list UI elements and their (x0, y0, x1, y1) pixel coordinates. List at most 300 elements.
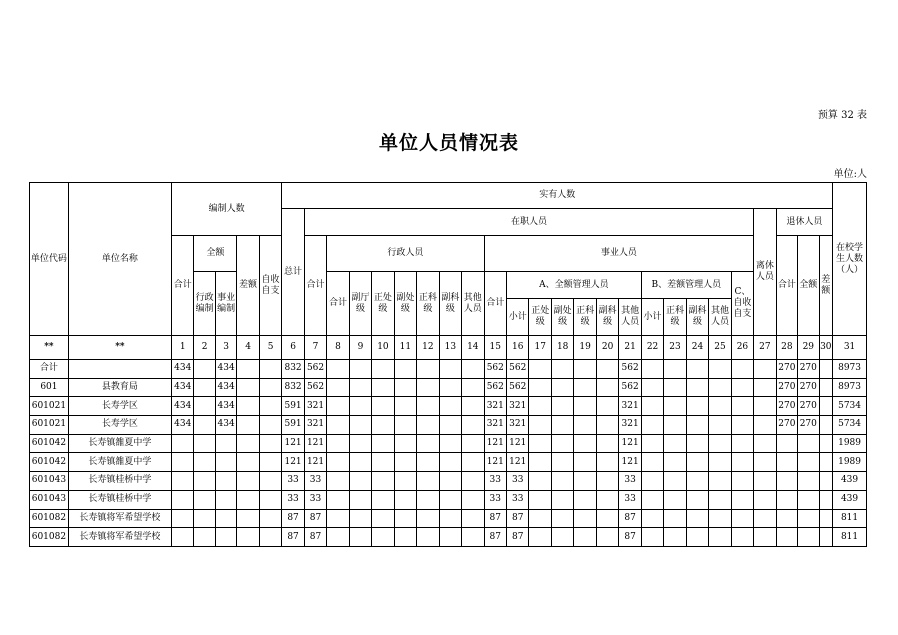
cell-value (754, 360, 776, 379)
col-unit-name: 单位名称 (68, 183, 171, 336)
col-public-total: 合计 (484, 272, 506, 336)
cell-value (439, 378, 461, 397)
col-actual: 实有人数 (282, 183, 833, 209)
cell-value (798, 472, 819, 491)
column-index-cell: 27 (754, 336, 776, 360)
cell-value: 321 (484, 416, 506, 435)
cell-value (754, 378, 776, 397)
col-retired-leave: 离休人员 (754, 209, 776, 336)
cell-unit-name: 长寿镇雒夏中学 (68, 453, 171, 472)
cell-value (686, 509, 708, 528)
col-staffing-total: 合计 (171, 236, 193, 336)
column-index-cell: 9 (349, 336, 371, 360)
cell-value (819, 397, 833, 416)
cell-value (327, 453, 349, 472)
column-index-cell: 28 (776, 336, 797, 360)
cell-value (462, 472, 484, 491)
col-in-service: 在职人员 (304, 209, 753, 236)
cell-value (551, 472, 573, 491)
cell-value (417, 360, 439, 379)
column-index-cell: 8 (327, 336, 349, 360)
cell-value (529, 434, 551, 453)
unit-label: 单位:人 (833, 169, 867, 180)
cell-value (596, 416, 618, 435)
column-index-cell: 25 (709, 336, 731, 360)
col-admin-staff: 行政人员 (327, 236, 484, 272)
cell-value (439, 397, 461, 416)
cell-value (327, 472, 349, 491)
cell-value: 434 (171, 378, 193, 397)
cell-value (349, 453, 371, 472)
col-retired: 退休人员 (776, 209, 832, 236)
cell-value (641, 490, 663, 509)
cell-value (686, 490, 708, 509)
cell-value (259, 472, 282, 491)
cell-value (551, 397, 573, 416)
column-index-cell: 13 (439, 336, 461, 360)
cell-value (664, 434, 686, 453)
cell-value: 33 (619, 490, 641, 509)
cell-value (574, 453, 596, 472)
cell-value (664, 490, 686, 509)
cell-value: 270 (798, 360, 819, 379)
cell-value (551, 416, 573, 435)
col-a-other-staff: 其他人员 (619, 299, 641, 336)
cell-unit-code: 601043 (30, 490, 69, 509)
table-row (30, 453, 867, 472)
cell-value: 832 (282, 360, 304, 379)
cell-value (372, 453, 394, 472)
column-index-cell: 14 (462, 336, 484, 360)
cell-value (819, 509, 833, 528)
cell-value (819, 453, 833, 472)
cell-value (798, 509, 819, 528)
cell-value (439, 360, 461, 379)
cell-value: 321 (619, 397, 641, 416)
cell-value (574, 416, 596, 435)
cell-value: 434 (171, 360, 193, 379)
cell-value (709, 416, 731, 435)
cell-value: 33 (507, 490, 529, 509)
cell-value: 434 (215, 360, 236, 379)
cell-unit-code: 601042 (30, 453, 69, 472)
cell-value: 8973 (833, 360, 867, 379)
cell-value: 1989 (833, 453, 867, 472)
column-index-cell: 17 (529, 336, 551, 360)
col-public-staffing: 事业编制 (215, 272, 236, 336)
cell-value (439, 528, 461, 547)
cell-value: 121 (619, 434, 641, 453)
cell-value (417, 528, 439, 547)
cell-value: 87 (484, 528, 506, 547)
col-diff-amount: 差额 (237, 236, 259, 336)
cell-value (709, 509, 731, 528)
column-index-cell: 19 (574, 336, 596, 360)
cell-value (664, 453, 686, 472)
cell-value (349, 509, 371, 528)
cell-value (237, 472, 259, 491)
cell-value: 321 (507, 416, 529, 435)
cell-value: 434 (171, 397, 193, 416)
cell-value (776, 490, 797, 509)
column-index-cell: 3 (215, 336, 236, 360)
cell-value (686, 378, 708, 397)
cell-value (462, 434, 484, 453)
col-b-other-staff: 其他人员 (709, 299, 731, 336)
cell-value (596, 509, 618, 528)
cell-value (349, 528, 371, 547)
cell-value: 270 (776, 416, 797, 435)
cell-value (731, 360, 753, 379)
cell-value (686, 416, 708, 435)
cell-value (372, 416, 394, 435)
cell-value (754, 416, 776, 435)
cell-value (394, 378, 416, 397)
cell-value: 87 (304, 509, 326, 528)
cell-value (417, 453, 439, 472)
cell-value (596, 453, 618, 472)
cell-value (372, 434, 394, 453)
cell-value (171, 490, 193, 509)
cell-value: 87 (282, 509, 304, 528)
cell-value (529, 490, 551, 509)
cell-value (596, 472, 618, 491)
cell-value (171, 453, 193, 472)
cell-value (349, 360, 371, 379)
cell-value (372, 528, 394, 547)
cell-value (462, 528, 484, 547)
column-index-cell: 21 (619, 336, 641, 360)
table-row (30, 397, 867, 416)
cell-unit-name: 长寿镇将军希望学校 (68, 509, 171, 528)
cell-value: 562 (619, 360, 641, 379)
cell-value (709, 472, 731, 491)
cell-value (529, 509, 551, 528)
cell-value (529, 528, 551, 547)
col-in-service-total: 合计 (304, 236, 326, 336)
column-index-cell: 1 (171, 336, 193, 360)
cell-value (574, 378, 596, 397)
col-unit-code: 单位代码 (30, 183, 69, 336)
col-b-group: B、差额管理人员 (641, 272, 731, 299)
cell-value (664, 360, 686, 379)
cell-value (394, 453, 416, 472)
cell-value (551, 453, 573, 472)
cell-value (709, 378, 731, 397)
cell-value (641, 528, 663, 547)
cell-value: 33 (484, 472, 506, 491)
table-row (30, 509, 867, 528)
cell-value (349, 397, 371, 416)
cell-value (237, 378, 259, 397)
cell-value (194, 434, 215, 453)
cell-value (529, 453, 551, 472)
cell-value (686, 397, 708, 416)
cell-value (731, 490, 753, 509)
page-title: 单位人员情况表 (378, 132, 519, 154)
cell-value (372, 378, 394, 397)
cell-value (641, 453, 663, 472)
cell-value (259, 528, 282, 547)
cell-value (798, 453, 819, 472)
table-row (30, 378, 867, 397)
cell-value (259, 509, 282, 528)
cell-value (237, 416, 259, 435)
cell-value (551, 528, 573, 547)
cell-value (462, 416, 484, 435)
cell-value (327, 434, 349, 453)
col-a-deputy-sec: 副科级 (596, 299, 618, 336)
cell-value (731, 434, 753, 453)
column-index-cell: 31 (833, 336, 867, 360)
cell-value (819, 472, 833, 491)
cell-value (664, 397, 686, 416)
col-a-director-sec: 正科级 (574, 299, 596, 336)
cell-value (709, 434, 731, 453)
cell-unit-name: 长寿镇雒夏中学 (68, 434, 171, 453)
column-index-cell: ** (30, 336, 69, 360)
cell-value (664, 528, 686, 547)
cell-value (574, 360, 596, 379)
cell-value: 434 (215, 378, 236, 397)
table-row (30, 360, 867, 379)
column-index-cell: 20 (596, 336, 618, 360)
cell-value (349, 378, 371, 397)
column-index-cell: 18 (551, 336, 573, 360)
cell-value (529, 360, 551, 379)
cell-value: 1989 (833, 434, 867, 453)
cell-value: 439 (833, 472, 867, 491)
col-retired-total: 合计 (776, 236, 797, 336)
col-b-subtotal: 小计 (641, 299, 663, 336)
cell-value (259, 360, 282, 379)
cell-value (462, 397, 484, 416)
cell-value (194, 360, 215, 379)
col-other-staff: 其他人员 (462, 272, 484, 336)
cell-value (686, 453, 708, 472)
cell-value (372, 509, 394, 528)
cell-value: 5734 (833, 416, 867, 435)
cell-value: 121 (282, 453, 304, 472)
cell-value (596, 360, 618, 379)
cell-value: 87 (507, 509, 529, 528)
col-deputy-bureau: 副厅级 (349, 272, 371, 336)
cell-value: 33 (507, 472, 529, 491)
cell-value (417, 397, 439, 416)
cell-value (194, 453, 215, 472)
cell-value: 87 (484, 509, 506, 528)
cell-value (237, 397, 259, 416)
cell-value (194, 490, 215, 509)
cell-value: 5734 (833, 397, 867, 416)
cell-value (194, 472, 215, 491)
cell-value (417, 472, 439, 491)
cell-value (215, 490, 236, 509)
cell-unit-name (68, 360, 171, 379)
cell-unit-code: 601 (30, 378, 69, 397)
cell-value (417, 378, 439, 397)
cell-value (215, 509, 236, 528)
column-index-cell: 12 (417, 336, 439, 360)
table-row (30, 416, 867, 435)
cell-value (551, 360, 573, 379)
cell-value: 121 (484, 434, 506, 453)
column-index-cell: 15 (484, 336, 506, 360)
cell-value (596, 397, 618, 416)
cell-value (731, 397, 753, 416)
cell-value (819, 360, 833, 379)
cell-value (327, 509, 349, 528)
cell-value (194, 509, 215, 528)
cell-unit-code: 601021 (30, 397, 69, 416)
cell-value (394, 360, 416, 379)
cell-value: 121 (304, 434, 326, 453)
personnel-table (29, 182, 867, 547)
cell-value (686, 528, 708, 547)
column-index-cell: 26 (731, 336, 753, 360)
cell-value: 33 (304, 490, 326, 509)
cell-value: 8973 (833, 378, 867, 397)
cell-unit-code: 601042 (30, 434, 69, 453)
col-deputy-sec: 副科级 (439, 272, 461, 336)
column-index-cell: 2 (194, 336, 215, 360)
cell-value: 270 (798, 416, 819, 435)
cell-value: 591 (282, 397, 304, 416)
cell-value (574, 528, 596, 547)
cell-value: 87 (507, 528, 529, 547)
cell-value (664, 416, 686, 435)
column-index-cell: 30 (819, 336, 833, 360)
cell-value (394, 416, 416, 435)
cell-value (551, 378, 573, 397)
cell-value: 434 (171, 416, 193, 435)
cell-value (574, 434, 596, 453)
cell-unit-code: 合计 (30, 360, 69, 379)
cell-value (574, 397, 596, 416)
cell-value (686, 434, 708, 453)
cell-value (394, 528, 416, 547)
cell-value (394, 397, 416, 416)
cell-value (171, 528, 193, 547)
cell-value (529, 378, 551, 397)
col-b-director-sec: 正科级 (664, 299, 686, 336)
cell-value: 591 (282, 416, 304, 435)
cell-value: 439 (833, 490, 867, 509)
cell-value: 33 (484, 490, 506, 509)
cell-value: 562 (304, 360, 326, 379)
cell-value (551, 490, 573, 509)
col-admin-staffing: 行政编制 (194, 272, 215, 336)
cell-value (686, 360, 708, 379)
column-index-cell: 6 (282, 336, 304, 360)
cell-value (194, 378, 215, 397)
table-row (30, 434, 867, 453)
cell-value (194, 397, 215, 416)
col-admin-total: 合计 (327, 272, 349, 336)
cell-value (417, 434, 439, 453)
cell-value (171, 472, 193, 491)
cell-value (529, 397, 551, 416)
column-index-cell: ** (68, 336, 171, 360)
col-deputy-div: 副处级 (394, 272, 416, 336)
cell-value: 562 (619, 378, 641, 397)
cell-value (596, 378, 618, 397)
cell-value (596, 490, 618, 509)
cell-value (237, 360, 259, 379)
cell-value (664, 509, 686, 528)
cell-value (462, 378, 484, 397)
cell-value (417, 509, 439, 528)
cell-value (709, 528, 731, 547)
cell-unit-name: 长寿学区 (68, 397, 171, 416)
column-index-cell: 29 (798, 336, 819, 360)
cell-value (237, 490, 259, 509)
cell-unit-code: 601082 (30, 509, 69, 528)
cell-value: 87 (304, 528, 326, 547)
cell-unit-code: 601021 (30, 416, 69, 435)
cell-value (641, 434, 663, 453)
cell-value (349, 434, 371, 453)
cell-value (731, 528, 753, 547)
cell-value: 270 (776, 378, 797, 397)
cell-value (596, 434, 618, 453)
cell-value: 121 (304, 453, 326, 472)
column-index-cell: 5 (259, 336, 282, 360)
col-a-subtotal: 小计 (507, 299, 529, 336)
col-students: 在校学生人数（人） (833, 183, 867, 336)
cell-value: 562 (484, 360, 506, 379)
cell-unit-name: 长寿学区 (68, 416, 171, 435)
cell-value: 33 (304, 472, 326, 491)
col-full-amount: 全额 (194, 236, 237, 272)
table-row (30, 528, 867, 547)
col-staffing: 编制人数 (171, 183, 281, 236)
cell-value (754, 509, 776, 528)
col-retired-diff: 差额 (819, 236, 833, 336)
cell-value: 121 (484, 453, 506, 472)
cell-value (327, 378, 349, 397)
cell-value: 33 (282, 472, 304, 491)
cell-value (372, 490, 394, 509)
cell-value (731, 453, 753, 472)
cell-value: 321 (619, 416, 641, 435)
cell-value (641, 416, 663, 435)
cell-value (664, 378, 686, 397)
cell-value (439, 509, 461, 528)
cell-value (394, 509, 416, 528)
cell-value (215, 528, 236, 547)
col-a-director-div: 正处级 (529, 299, 551, 336)
cell-value (462, 490, 484, 509)
column-index-cell: 23 (664, 336, 686, 360)
cell-value (731, 378, 753, 397)
cell-value (641, 509, 663, 528)
col-director-div: 正处级 (372, 272, 394, 336)
cell-value (372, 397, 394, 416)
cell-value (259, 378, 282, 397)
cell-value (754, 434, 776, 453)
cell-value (641, 397, 663, 416)
cell-value: 562 (304, 378, 326, 397)
cell-value: 321 (507, 397, 529, 416)
cell-value (776, 434, 797, 453)
cell-value (731, 509, 753, 528)
cell-value: 832 (282, 378, 304, 397)
col-c-group: C、自收自支 (731, 272, 753, 336)
cell-value (215, 472, 236, 491)
cell-value: 87 (619, 509, 641, 528)
cell-value (171, 434, 193, 453)
